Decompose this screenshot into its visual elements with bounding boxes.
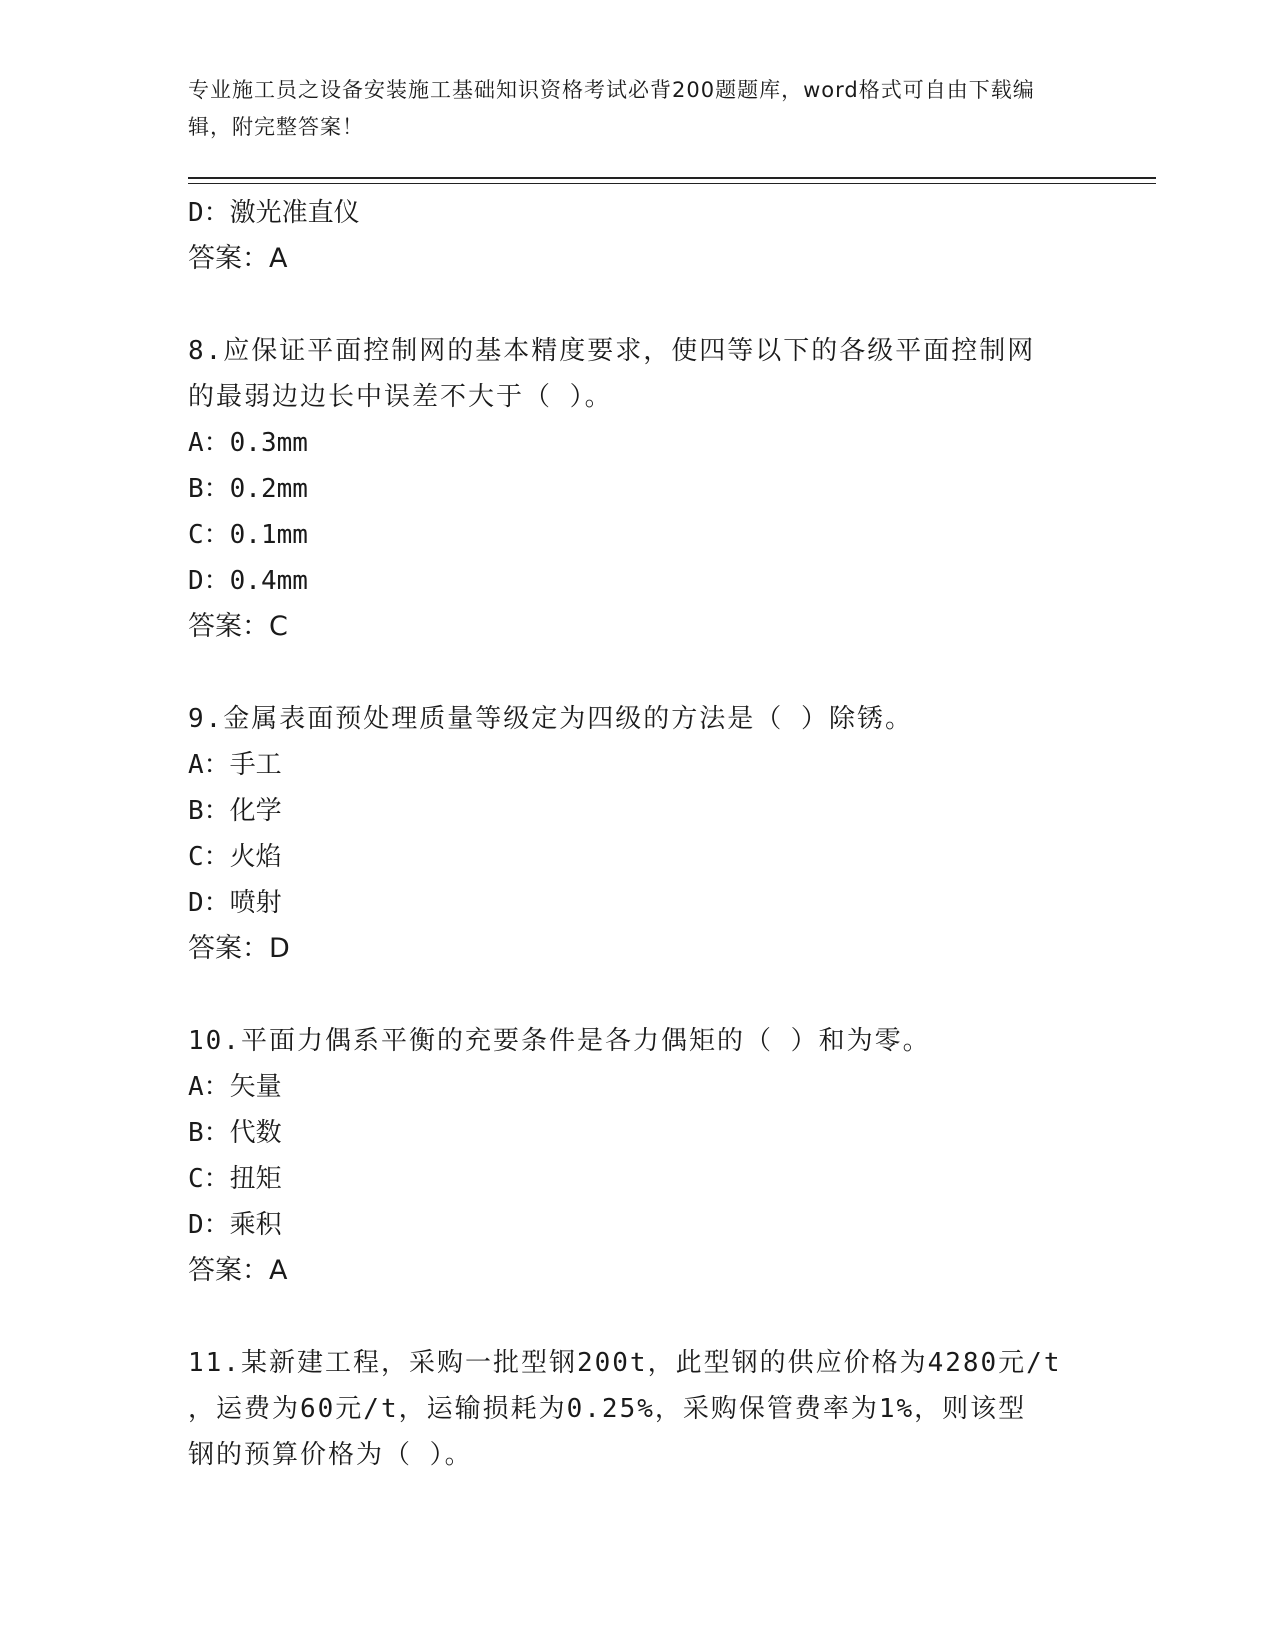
header-title: 专业施工员之设备安装施工基础知识资格考试必背200题题库，word格式可自由下载编辑，附完整答案！ — [188, 78, 1035, 139]
option-a: A：矢量 — [188, 1072, 282, 1102]
option-c: C：0.1mm — [188, 520, 308, 550]
document-header — [188, 72, 1078, 146]
question-9 — [188, 696, 1088, 972]
option-b: B：化学 — [188, 796, 282, 826]
option-d: D：0.4mm — [188, 566, 308, 596]
option-a: A：手工 — [188, 750, 282, 780]
question-text-line: 8.应保证平面控制网的基本精度要求，使四等以下的各级平面控制网 — [188, 336, 1036, 366]
question-text-line: 钢的预算价格为（ ）。 — [188, 1440, 473, 1470]
option-d: D：乘积 — [188, 1210, 282, 1240]
question-text-line: 9.金属表面预处理质量等级定为四级的方法是（ ）除锈。 — [188, 704, 913, 734]
header-divider — [188, 177, 1156, 179]
answer: 答案：D — [188, 933, 290, 964]
prev-answer: 答案：A — [188, 243, 288, 274]
question-10 — [188, 1018, 1088, 1294]
prev-option-d: D：激光准直仪 — [188, 198, 360, 228]
question-text-line: 的最弱边边长中误差不大于（ ）。 — [188, 382, 613, 412]
option-b: B：代数 — [188, 1118, 282, 1148]
question-list — [188, 190, 1088, 1478]
option-a: A：0.3mm — [188, 428, 308, 458]
option-d: D：喷射 — [188, 888, 282, 918]
question-8 — [188, 328, 1088, 650]
question-text-line: ，运费为60元/t，运输损耗为0.25%，采购保管费率为1%，则该型 — [188, 1394, 1027, 1424]
answer: 答案：A — [188, 1255, 288, 1286]
question-11 — [188, 1340, 1088, 1478]
question-text-line: 10.平面力偶系平衡的充要条件是各力偶矩的（ ）和为零。 — [188, 1026, 931, 1056]
question-text-line: 11.某新建工程，采购一批型钢200t，此型钢的供应价格为4280元/t — [188, 1348, 1062, 1378]
answer: 答案：C — [188, 611, 288, 642]
option-b: B：0.2mm — [188, 474, 308, 504]
header-divider-thin — [188, 183, 1156, 184]
option-c: C：扭矩 — [188, 1164, 282, 1194]
option-c: C：火焰 — [188, 842, 282, 872]
